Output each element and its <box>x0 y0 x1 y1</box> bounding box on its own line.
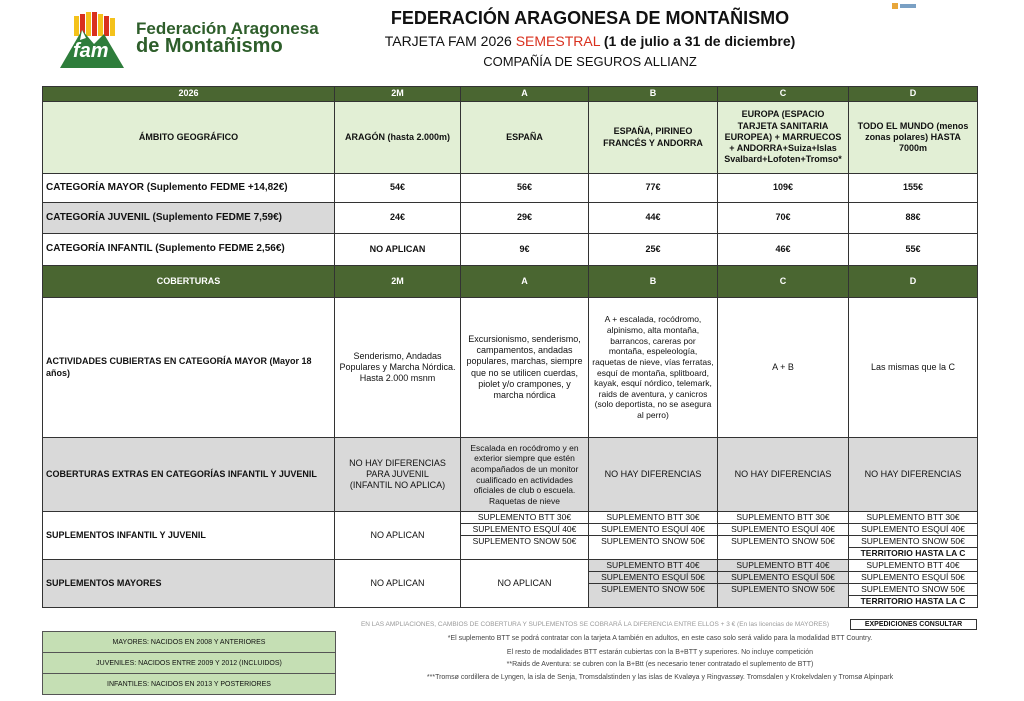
price-cell: 24€ <box>335 203 461 234</box>
col-header-b: B <box>589 87 718 102</box>
prices-table <box>42 86 978 608</box>
col-header-d: D <box>849 266 978 298</box>
ambito-label: ÁMBITO GEOGRÁFICO <box>43 102 335 174</box>
extras-2m-line1: NO HAY DIFERENCIAS PARA JUVENIL <box>349 457 446 479</box>
category-label: CATEGORÍA JUVENIL (Suplemento FEDME 7,59€) <box>43 203 335 234</box>
col-header-b: B <box>589 266 718 298</box>
supplement-cell: SUPLEMENTO ESQUÍ 50€ <box>849 572 978 584</box>
sup-infantil-label: SUPLEMENTOS INFANTIL Y JUVENIL <box>43 512 335 560</box>
extras-c: NO HAY DIFERENCIAS <box>718 438 849 512</box>
category-row-juvenil <box>43 203 978 234</box>
footnote-btt: *El suplemento BTT se podrá contratar con la tarjeta A también en adultos, en este caso solo será valido para la modalidad BTT Country. <box>447 635 873 642</box>
price-cell: 44€ <box>589 203 718 234</box>
category-label: CATEGORÍA MAYOR (Suplemento FEDME +14,82€) <box>43 174 335 203</box>
price-cell: 25€ <box>589 234 718 266</box>
sup-mayores-label: SUPLEMENTOS MAYORES <box>43 560 335 608</box>
logo-org-line2: de Montañismo <box>136 35 283 57</box>
supplement-cell: SUPLEMENTO BTT 30€ <box>718 512 849 524</box>
header-row <box>43 87 978 102</box>
price-cell: 77€ <box>589 174 718 203</box>
actividades-d: Las mismas que la C <box>849 298 978 438</box>
legend-mayores: MAYORES: NACIDOS EN 2008 Y ANTERIORES <box>43 632 336 653</box>
footnote-raids: **Raids de Aventura: se cubren con la B+Btt (es necesario tener contratado el suplemento de BTT) <box>506 661 814 668</box>
actividades-b: A + escalada, rocódromo, alpinismo, alta montaña, barrancos, careras por montaña, espeleología, raquetas de nieve, vías ferratas, esquí de montaña, splitboard, kayak, esquí nórdico, telemark, raids de aventura, y canicros (solo deportista, no se asegura al perro) <box>589 298 718 438</box>
year-header: 2026 <box>43 87 335 102</box>
supplement-cell: SUPLEMENTO SNOW 50€ <box>461 536 589 560</box>
supplement-cell: SUPLEMENTO SNOW 50€ <box>849 584 978 596</box>
subtitle-semestral: SEMESTRAL <box>515 33 600 49</box>
ambito-a: ESPAÑA <box>461 102 589 174</box>
sup-mayores-row <box>43 560 978 572</box>
supplement-cell: SUPLEMENTO ESQUÍ 50€ <box>589 572 718 584</box>
supplement-cell: SUPLEMENTO SNOW 50€ <box>718 536 849 560</box>
price-cell: 29€ <box>461 203 589 234</box>
price-cell: 9€ <box>461 234 589 266</box>
actividades-label: ACTIVIDADES CUBIERTAS EN CATEGORÍA MAYOR (Mayor 18 años) <box>43 298 335 438</box>
supplement-cell: SUPLEMENTO BTT 30€ <box>589 512 718 524</box>
coberturas-header-row <box>43 266 978 298</box>
extras-2m-line2: (INFANTIL NO APLICA) <box>349 480 446 491</box>
footnote-tromso: ***Tromsø cordillera de Lyngen, la isla de Senja, Tromsdalstinden y las islas de Kvaløya y Ringvassøy. Tromsdalen y Krokelvdalen y Tromsø Alpinpark <box>426 674 894 681</box>
supplement-cell: SUPLEMENTO BTT 30€ <box>461 512 589 524</box>
category-row-infantil <box>43 234 978 266</box>
extras-row <box>43 438 978 512</box>
extras-d: NO HAY DIFERENCIAS <box>849 438 978 512</box>
partner-logo-icon <box>892 2 916 10</box>
ambito-2m: ARAGÓN (hasta 2.000m) <box>335 102 461 174</box>
legend-infantiles: INFANTILES: NACIDOS EN 2013 Y POSTERIORES <box>43 674 336 695</box>
page-subtitle <box>330 33 850 49</box>
actividades-2m: Senderismo, Andadas Populares y Marcha Nórdica. Hasta 2.000 msnm <box>335 298 461 438</box>
extras-b: NO HAY DIFERENCIAS <box>589 438 718 512</box>
category-row-mayor <box>43 174 978 203</box>
col-header-2m: 2M <box>335 266 461 298</box>
footnote-btt-modalidades: El resto de modalidades BTT estarán cubiertas con la B+BTT y superiores. No incluye competición <box>506 649 814 656</box>
ambito-b: ESPAÑA, PIRINEO FRANCÉS Y ANDORRA <box>589 102 718 174</box>
supplement-cell: SUPLEMENTO SNOW 50€ <box>718 584 849 608</box>
price-cell: 46€ <box>718 234 849 266</box>
supplement-cell: SUPLEMENTO BTT 40€ <box>849 560 978 572</box>
supplement-cell: SUPLEMENTO ESQUÍ 40€ <box>589 524 718 536</box>
supplement-cell: SUPLEMENTO SNOW 50€ <box>849 536 978 548</box>
col-header-2m: 2M <box>335 87 461 102</box>
price-cell: NO APLICAN <box>335 234 461 266</box>
territorio-cell: TERRITORIO HASTA LA C <box>849 548 978 560</box>
insurer-name: COMPAÑÍA DE SEGUROS ALLIANZ <box>483 54 697 69</box>
supplement-cell: SUPLEMENTO BTT 40€ <box>718 560 849 572</box>
supplement-cell: SUPLEMENTO ESQUÍ 40€ <box>461 524 589 536</box>
coberturas-header: COBERTURAS <box>43 266 335 298</box>
col-header-a: A <box>461 266 589 298</box>
actividades-a: Excursionismo, senderismo, campamentos, andadas populares, marchas, siempre que no se utilicen cuerdas, piolet y/o crampones, y marcha nórdica <box>461 298 589 438</box>
extras-2m <box>335 438 461 512</box>
supplement-cell: SUPLEMENTO ESQUÍ 40€ <box>849 524 978 536</box>
col-header-a: A <box>461 87 589 102</box>
supplement-cell: SUPLEMENTO BTT 30€ <box>849 512 978 524</box>
logo-fam-text: fam <box>73 40 109 62</box>
legend-juveniles: JUVENILES: NACIDOS ENTRE 2009 Y 2012 (INCLUIDOS) <box>43 653 336 674</box>
ambito-row <box>43 102 978 174</box>
territorio-cell: TERRITORIO HASTA LA C <box>849 596 978 608</box>
price-cell: 70€ <box>718 203 849 234</box>
actividades-c: A + B <box>718 298 849 438</box>
supplement-cell: SUPLEMENTO SNOW 50€ <box>589 536 718 560</box>
age-legend <box>42 631 336 695</box>
ambito-d: TODO EL MUNDO (menos zonas polares) HASTA 7000m <box>849 102 978 174</box>
col-header-c: C <box>718 266 849 298</box>
supplement-cell: SUPLEMENTO BTT 40€ <box>589 560 718 572</box>
supplement-cell: SUPLEMENTO ESQUÍ 50€ <box>718 572 849 584</box>
price-cell: 55€ <box>849 234 978 266</box>
sup-infantil-row <box>43 512 978 524</box>
sup-mayores-a: NO APLICAN <box>461 560 589 608</box>
extras-label: COBERTURAS EXTRAS EN CATEGORÍAS INFANTIL Y JUVENIL <box>43 438 335 512</box>
expediciones-cell: EXPEDICIONES CONSULTAR <box>850 619 977 630</box>
subtitle-dates: (1 de julio a 31 de diciembre) <box>603 33 796 49</box>
price-cell: 155€ <box>849 174 978 203</box>
page-title: FEDERACIÓN ARAGONESA DE MONTAÑISMO <box>390 8 790 28</box>
ampliaciones-note: EN LAS AMPLIACIONES, CAMBIOS DE COBERTURA Y SUPLEMENTOS SE COBRARÁ LA DIFERENCIA ENTRE ELLOS + 3 € (En las licencias de MAYORES) <box>360 621 830 628</box>
col-header-c: C <box>718 87 849 102</box>
price-cell: 109€ <box>718 174 849 203</box>
price-cell: 56€ <box>461 174 589 203</box>
supplement-cell: SUPLEMENTO ESQUÍ 40€ <box>718 524 849 536</box>
col-header-d: D <box>849 87 978 102</box>
logo-org-line1: Federación Aragonesa <box>136 19 319 38</box>
price-cell: 54€ <box>335 174 461 203</box>
actividades-row <box>43 298 978 438</box>
price-cell: 88€ <box>849 203 978 234</box>
extras-a: Escalada en rocódromo y en exterior siempre que estén acompañados de un monitor cualificado en actividades oficiales de club o escuela. Raquetas de nieve <box>461 438 589 512</box>
subtitle-prefix: TARJETA FAM 2026 <box>384 33 516 49</box>
supplement-cell: SUPLEMENTO SNOW 50€ <box>589 584 718 608</box>
category-label: CATEGORÍA INFANTIL (Suplemento FEDME 2,56€) <box>43 234 335 266</box>
ambito-c: EUROPA (ESPACIO TARJETA SANITARIA EUROPEA) + MARRUECOS + ANDORRA+Suiza+Islas Svalbard+Lofoten+Tromso* <box>718 102 849 174</box>
sup-infantil-2m: NO APLICAN <box>335 512 461 560</box>
sup-mayores-2m: NO APLICAN <box>335 560 461 608</box>
